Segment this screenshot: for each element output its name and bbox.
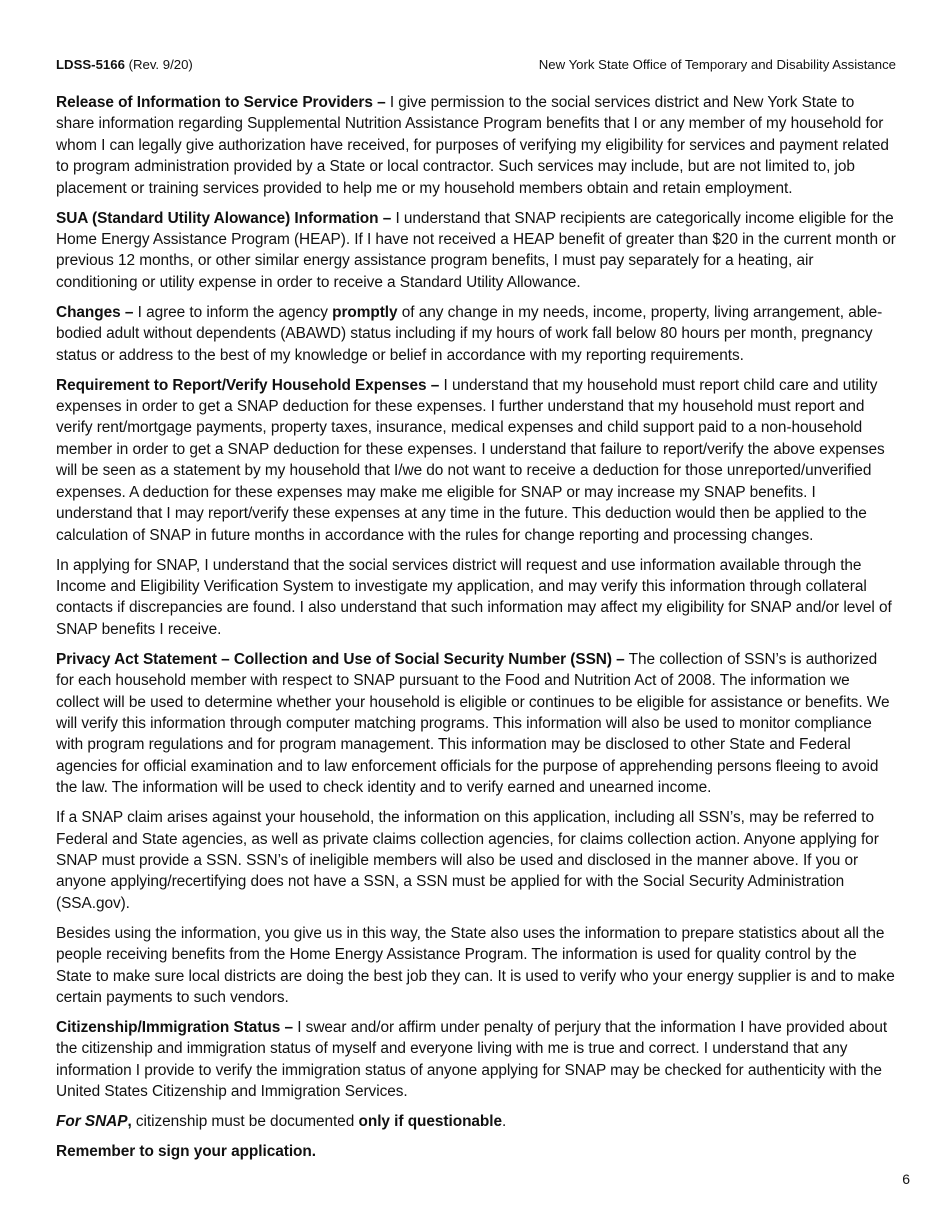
release-section <box>56 92 896 199</box>
claim-section <box>56 807 896 914</box>
sua-section <box>56 208 896 294</box>
release-heading: Release of Information to Service Providers – <box>56 94 386 111</box>
document-page <box>56 56 896 1171</box>
release-text: I give permission to the social services district and New York State to share information regarding Supplemental Nutrition Assistance Program benefits that I or any member of my household for whom I can legally give authorization have received, for purposes of verifying my eligibility for services and payment related to program administration provided by a State or local contractor. Such services may include, but are not limited to, job placement or training services provided to help me or my household members obtain and retain employment. <box>56 94 889 197</box>
form-id: LDSS-5166 <box>56 57 125 72</box>
changes-emphasis: promptly <box>332 303 398 321</box>
citizenship-text: I swear and/or affirm under penalty of perjury that the information I have provided about the citizenship and immigration status of myself and everyone living with me is true and correct. I understand that any information I provide to verify the immigration status of anyone applying for SNAP may be checked for authenticity with the United States Citizenship and Immigration Services. <box>56 1019 888 1101</box>
sua-heading: SUA (Standard Utility Alowance) Information – <box>56 209 392 227</box>
ievs-text: In applying for SNAP, I understand that the social services district will request and use information available through the Income and Eligibility Verification System to investigate my application, and may verify this information through collateral contacts if discrepancies are found. I also understand that such information may affect my eligibility for SNAP and/or level of SNAP benefits I receive. <box>56 556 892 638</box>
form-identifier <box>56 56 193 74</box>
for-snap-period: . <box>502 1113 507 1131</box>
expenses-section <box>56 375 896 546</box>
statistics-section <box>56 923 896 1009</box>
expenses-text: I understand that my household must report child care and utility expenses in order to get a SNAP deduction for these expenses. I further understand that my household must report and verify rent/mortgage payments, property taxes, insurance, medical expenses and child support paid to a non-household member in order to get a SNAP deduction for these expenses. I understand that failure to report/verify the above expenses will be seen as a statement by my household that I/we do not want to receive a deduction for those unreported/unverified expenses. A deduction for these expenses may make me eligible for SNAP or may increase my SNAP benefits. I understand that I may report/verify these expenses at any time in the future. This deduction would then be applied to the calculation of SNAP in future months in accordance with the rules for change reporting and processing changes. <box>56 376 885 544</box>
privacy-text: The collection of SSN’s is authorized for each household member with respect to SNAP pursuant to the Food and Nutrition Act of 2008. The information we collect will be used to determine whether your household is eligible or continues to be eligible for assistance or benefits. We will verify this information through computer matching programs. This information will also be used to monitor compliance with program regulations and for program management. This information may be disclosed to other State and Federal agencies for official examination and to law enforcement officials for the purpose of apprehending persons fleeing to avoid the law. The information will be used to check identity and to verify earned and unearned income. <box>56 650 890 797</box>
expenses-heading: Requirement to Report/Verify Household Expenses – <box>56 376 440 394</box>
document-body <box>56 92 896 1163</box>
changes-text-a: I agree to inform the agency <box>133 303 333 321</box>
sua-text: I understand that SNAP recipients are categorically income eligible for the Home Energy Assistance Program (HEAP). If I have not received a HEAP benefit of greater than $20 in the current month or previous 12 months, or other similar energy assistance program benefits, I must pay separately for a heating, air conditioning or utility expense in order to receive a Standard Utility Allowance. <box>56 209 896 291</box>
form-revision: (Rev. 9/20) <box>124 57 193 72</box>
for-snap-section <box>56 1111 896 1132</box>
privacy-heading: Privacy Act Statement – Collection and Use of Social Security Number (SSN) – <box>56 650 625 668</box>
claim-text: If a SNAP claim arises against your household, the information on this application, including all SSN’s, may be referred to Federal and State agencies, as well as private claims collection agencies, for claims collection action. Anyone applying for SNAP must provide a SSN. SSN’s of ineligible members will also be used and disclosed in the manner above. If you or anyone applying/recertifying does not have a SSN, a SSN must be applied for with the Social Security Administration (SSA.gov). <box>56 809 879 912</box>
privacy-section <box>56 649 896 799</box>
agency-name: New York State Office of Temporary and Disability Assistance <box>538 57 896 72</box>
page-number: 6 <box>902 1171 910 1187</box>
changes-heading: Changes – <box>56 303 134 321</box>
statistics-text: Besides using the information, you give us in this way, the State also uses the information to prepare statistics about all the people receiving benefits from the Home Energy Assistance Program. The information is used for quality control by the State to make sure local districts are doing the best job they can. It is used to verify who your energy supplier is and to make certain payments to such vendors. <box>56 924 895 1006</box>
for-snap-comma: , <box>127 1113 132 1131</box>
remember-section <box>56 1141 896 1162</box>
remember-text: Remember to sign your application. <box>56 1143 316 1161</box>
for-snap-text: citizenship must be documented <box>131 1113 359 1131</box>
citizenship-heading: Citizenship/Immigration Status – <box>56 1019 293 1036</box>
citizenship-section <box>56 1017 896 1103</box>
ievs-section <box>56 555 896 641</box>
changes-section <box>56 302 896 366</box>
changes-text-b: of any change in my needs, income, property, living arrangement, able-bodied adult without dependents (ABAWD) status including if my hours of work fall below 80 hours per month, pregnancy status or address to the best of my knowledge or belief in accordance with my reporting requirements. <box>56 303 883 364</box>
for-snap-emphasis: only if questionable <box>358 1113 503 1131</box>
for-snap-lead: For SNAP <box>56 1113 128 1131</box>
page-header <box>56 56 896 74</box>
